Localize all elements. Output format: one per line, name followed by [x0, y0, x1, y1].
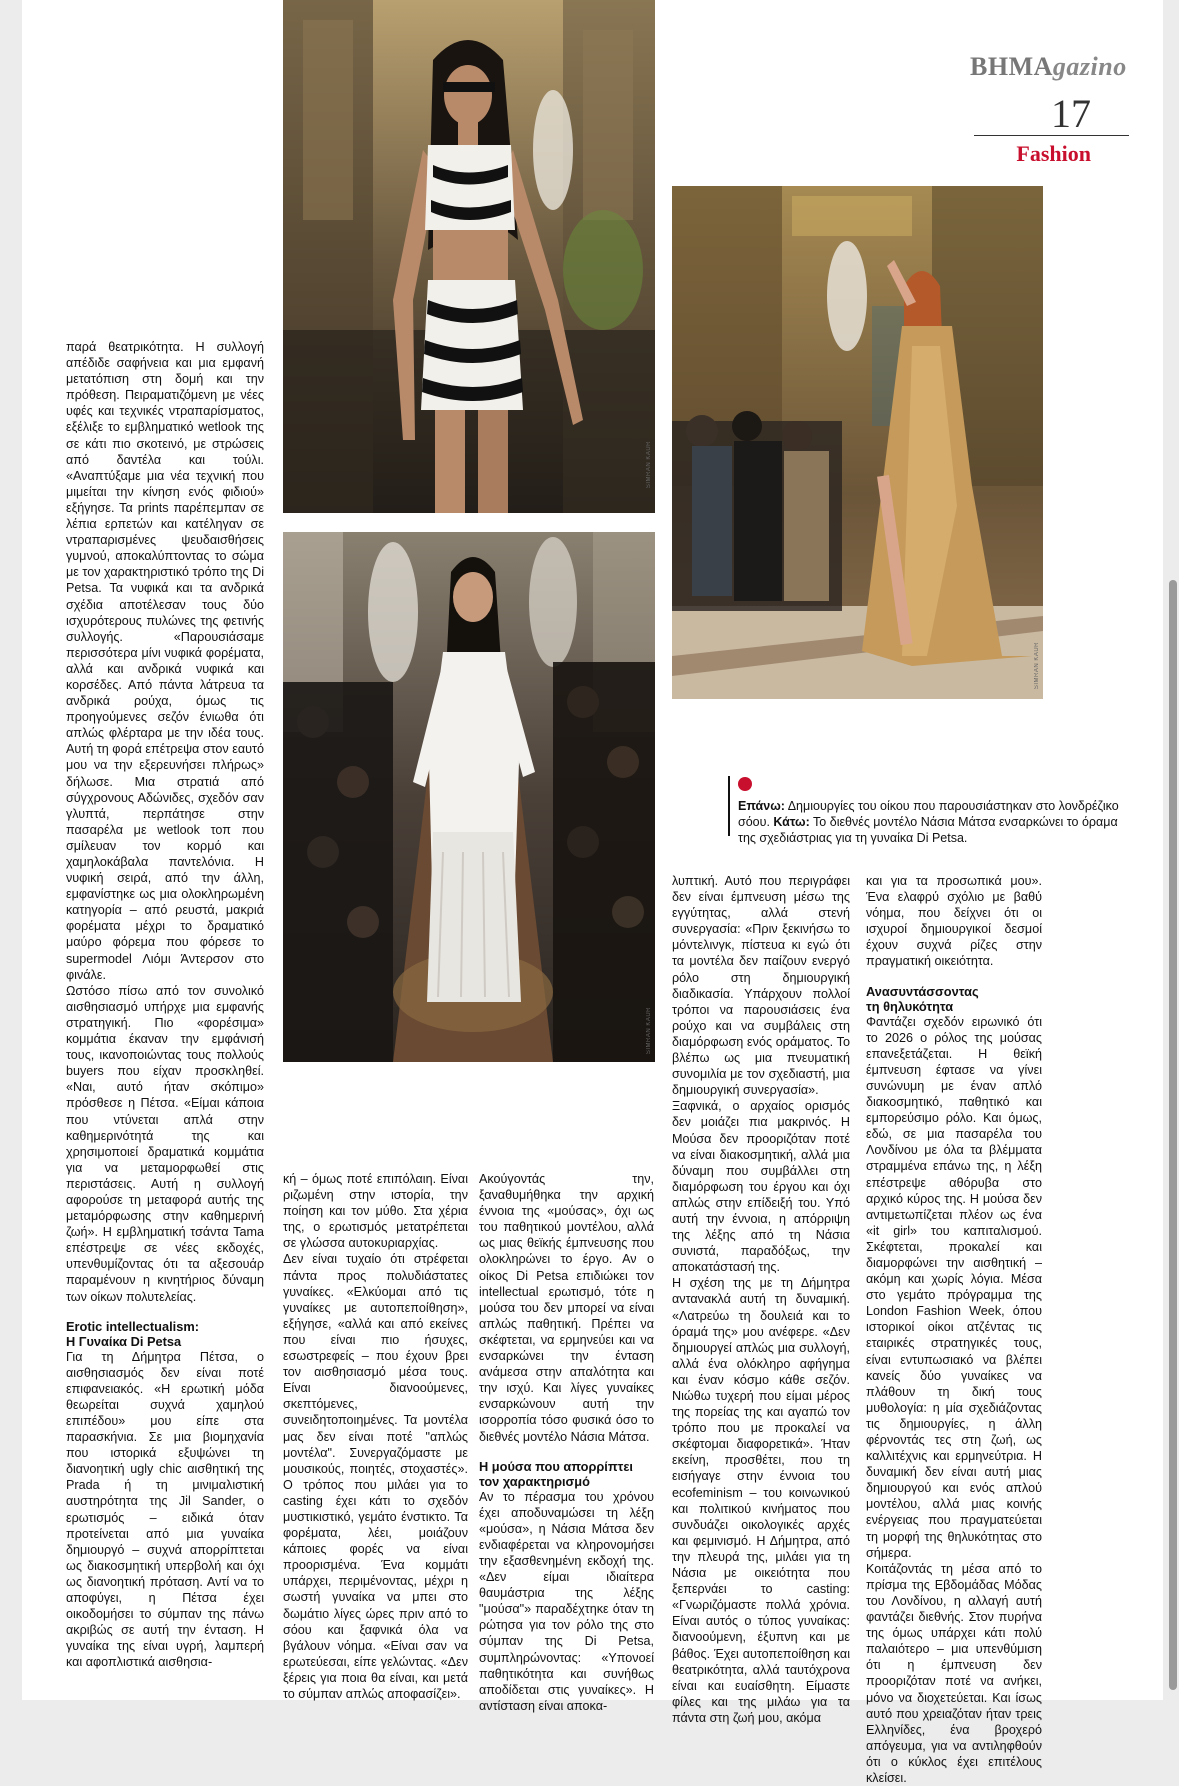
subheading-line: τον χαρακτηρισμό: [479, 1473, 590, 1489]
article-column-2: [283, 1171, 468, 1701]
article-column-4: [672, 873, 850, 1725]
article-paragraph: Η σχέση της με τη Δήμητρα αντανακλά αυτή τη δυναμική. «Λατρεύω τη δουλειά και το όραμά της» μου ανέφερε. «Δεν δημιουργεί απλώς μια συλλογή, αλλά ένα ολόκληρο αφήγημα και έναν κόσμο κάθε σεζόν. Νιώθω τυχερή που είμαι μέρος της πορείας της και αγαπώ τον τρόπο που με προκαλεί να σκέφτομαι διαφορετικά». Ήταν εκείνη, προσθέτει, που τη εισήγαγε στην έννοια του ecofeminism – του κοινωνικού και πολιτικού κινήματος που συνδυάζει οικολογικές αρχές και φεμινισμό. Η Δήμητρα, από την πλευρά της, μιλάει για τη Νάσια με οικειότητα που ξεπερνάει το casting: «Γνωριζόμαστε πολλά χρόνια. Είναι αυτός ο τύπος γυναίκας: διανοούμενη, έξυπνη και με βάθος. Έχει αυτοπεποίθηση και θεατρικότητα, αλλά ταυτόχρονα είναι και ευαίσθητη. Είμαστε φίλες και της μιλάω για τα πάντα στη ζωή μου, ακόμα: [672, 1276, 850, 1725]
subheading: [866, 984, 1042, 1014]
brand-suffix: gazino: [1052, 52, 1127, 81]
runway-photo-white-gown-image: [283, 532, 655, 1062]
magazine-brand-logo: [970, 52, 1127, 82]
caption-lead-top: Επάνω:: [738, 799, 785, 813]
article-paragraph: Ξαφνικά, ο αρχαίος ορισμός δεν μοιάζει πια μακρινός. Η Μούσα δεν προοριζόταν ποτέ να είναι διακοσμητική, αλλά μια δύναμη που συμβάλλει στη διαμόρφωση του έργου και όχι απλώς στην επίδειξή του. Υπό αυτή την έννοια, η απόρριψη της λέξης από τη Νάσια συνιστά, παραδόξως, την αποκατάστασή της.: [672, 1099, 850, 1275]
header-rule: [974, 135, 1129, 136]
caption-text-bottom: Το διεθνές μοντέλο Νάσια Μάτσα ενσαρκώνει το όραμα της σχεδιάστριας για τη γυναίκα Di Petsa.: [738, 815, 1118, 845]
article-column-5: [866, 873, 1042, 1785]
article-column-1: [66, 339, 264, 1670]
article-paragraph: λυπτική. Αυτό που περιγράφει δεν είναι έμπνευση μέσω της εγγύτητας, αλλά στενή συνεργασία: «Πριν ξεκινήσω το μόντελινγκ, πίστευα κι εγώ ότι τα μοντέλα δεν παίζουν ενεργό ρόλο στη δημιουργική διαδικασία. Υπάρχουν πολλοί τρόποι να παρουσιάσεις ένα ρούχο και να συμβάλεις στη διαμόρφωση ενός οράματος. Το βλέπω ως μια πνευματική συνομιλία με τον σχεδιαστή, μια δημιουργική συνεργασία».: [672, 874, 850, 1098]
article-paragraph: Ωστόσο πίσω από τον συνολικό αισθησιασμό υπήρχε μια εμφανής στρατηγική. Πιο «φορέσιμα» κομμάτια έκαναν την εμφάνισή τους, ικανοποιώντας τους πολλούς buyers που είχαν προσκληθεί. «Ναι, αυτό ήταν σκόπιμο» πρόσθεσε η Πέτσα. «Είμαι κάποια που ντύνεται απλά στην καθημερινότητά της και χρησιμοποιεί δραματικά κομμάτια για να μεταμορφωθεί στις περιστάσεις. Αυτή η συλλογή αφορούσε τη μεταφορά αυτής της μεταμόρφωσης στην καθημερινή ζωή». Η εμβληματική τσάντα Tama επέστρεψε σε νέες εκδοχές, υπενθυμίζοντας ότι τα αξεσουάρ παραμένουν η κινητήριος δύναμη των οίκων πολυτελείας.: [66, 983, 264, 1304]
article-paragraph: και για τα προσωπικά μου». Ένα ελαφρύ σχόλιο με βαθύ νόημα, που δείχνει ότι οι ισχυροί δημιουργικοί δεσμοί έχουν συχνά ρίζες στην πραγματική οικειότητα.: [866, 874, 1042, 969]
article-paragraph: Για τη Δήμητρα Πέτσα, ο αισθησιασμός δεν είναι ποτέ επιφανειακός. «Η ερωτική μόδα θεωρείται συχνά χαμηλού επιπέδου» μου είπε στα παρασκήνια. Σε μια βιομηχανία που ιστορικά εξυψώνει τη διανοητική ugly chic αισθητική της Prada ή τη μινιμαλιστική αυστηρότητα της Jil Sander, ο ερωτισμός – ειδικά όταν προτείνεται από μια γυναίκα δημιουργό – συχνά απορρίπτεται ως διακοσμητική υπερβολή και όχι ως διανοητική πρόταση. Αντί να το αποφύγει, η Πέτσα έχει οικοδομήσει το σύμπαν της πάνω ακριβώς σε αυτή την ένταση. Η γυναίκα της είναι υγρή, λαμπερή και αφοπλιστικά αισθησια-: [66, 1349, 264, 1670]
article-paragraph: Δεν είναι τυχαίο ότι στρέφεται πάντα προς πολυδιάστατες γυναίκες. «Ελκύομαι από τις γυναίκες με αυτοπεποίθηση», εξήγησε, «αλλά και από εκείνες που είναι πιο ήσυχες, εσωστρεφείς – που έχουν βρει τον αισθησιασμό μέσα τους. Είναι διανοούμενες, σκεπτόμενες, συνειδητοποιημένες. Τα μοντέλα μας δεν είναι ποτέ "απλώς μοντέλα". Συνεργαζόμαστε με μουσικούς, ποιητές, στοχαστές». Ο τρόπος που μιλάει για το casting έχει κάτι το σχεδόν μυστικιστικό, γεμάτο ένστικτο. Τα φορέματα, λέει, μοιάζουν κάποιες φορές να είναι προορισμένα. Ένα κομμάτι υπάρχει, περιμένοντας, μέχρι η σωστή γυναίκα να μπει στο δωμάτιο λίγες ώρες πριν από το σόου και ξαφνικά όλα να βγάλουν νόημα. «Είναι σαν να ερωτεύεσαι, είπε γελώντας. «Δεν ξέρεις για ποια θα είναι, και μετά το σύμπαν απλώς αποφασίζει».: [283, 1252, 468, 1701]
photo-credit: SIMRAN KAUR: [1034, 641, 1040, 689]
caption-text-top: Δημιουργίες του οίκου που παρουσιάστηκαν στο λονδρέζικο σόου.: [738, 799, 1119, 829]
subheading-line: Η Γυναίκα Di Petsa: [66, 1333, 182, 1349]
photo-caption: [738, 798, 1138, 846]
caption-lead-bottom: Κάτω:: [773, 815, 810, 829]
article-paragraph: Ακούγοντάς την, ξαναθυμήθηκα την αρχική έννοια της «μούσας», όχι ως του παθητικού μοντέλου, αλλά ως μιας θεϊκής έμπνευσης που ολοκληρώνει το έργο. Αν ο οίκος Di Petsa επιδιώκει τον intellectual ερωτισμό, τότε η μούσα του δεν μπορεί να είναι απλώς παθητική. Πρέπει να σκέφτεται, να ερμηνεύει και να ενσαρκώνει την ένταση ανάμεσα στην απαλότητα και την ισχύ. Και λίγες γυναίκες ενσαρκώνουν αυτή την ισορροπία τόσο φυσικά όσο το διεθνές μοντέλο Νάσια Μάτσα.: [479, 1172, 654, 1444]
caption-rule: [728, 776, 730, 836]
subheading: [66, 1319, 264, 1349]
magazine-page: [22, 0, 1163, 1785]
article-column-3: [479, 1171, 654, 1713]
subheading-line: Ανασυντάσσοντας: [866, 983, 979, 999]
photo-credit: SIMRAN KAUR: [646, 440, 652, 488]
runway-photo-zebra-image: [283, 0, 655, 513]
article-paragraph: κή – όμως ποτέ επιπόλαιη. Είναι ριζωμένη στην ιστορία, την ποίηση και τον μύθο. Στα χέρια της, ο ερωτισμός μετατρέπεται σε γλώσσα αυτοκυριαρχίας.: [283, 1172, 468, 1251]
article-paragraph: Αν το πέρασμα του χρόνου έχει αποδυναμώσει τη λέξη «μούσα», η Νάσια Μάτσα δεν ενδιαφέρεται να κληρονομήσει την εξασθενημένη εκδοχή της. «Δεν είμαι ιδιαίτερα θαυμάστρια της λέξης "μούσα"» παραδέχτηκε όταν τη ρώτησα για τον ρόλο της στο σύμπαν της Di Petsa, συμπληρώνοντας: «Υπονοεί παθητικότητα και συνήθως αποδίδεται στις γυναίκες». Η αντίσταση είναι αποκα-: [479, 1489, 654, 1713]
runway-photo-zebra: [283, 0, 655, 513]
runway-photo-white-gown: [283, 532, 655, 1062]
runway-photo-gold-gown: [672, 186, 1043, 699]
brand-prefix: BHMA: [970, 52, 1053, 81]
subheading-line: Erotic intellectualism:: [66, 1318, 199, 1334]
subheading-line: Η μούσα που απορρίπτει: [479, 1458, 633, 1474]
article-paragraph: παρά θεατρικότητα. Η συλλογή απέδιδε σαφήνεια και μια εμφανή μετατόπιση στη δομή και την πρόθεση. Πειραματιζόμενη με νέες υφές και τεχνικές ντραπαρίσματος, εξέλιξε το εμβληματικό wetlook της σε κάτι πιο σκοτεινό, με στρώσεις από δαντέλα και τούλι. «Αναπτύξαμε μια νέα τεχνική που μιμείται την κίνηση ενός φιδιού» εξήγησε. Τα prints παρέπεμπαν σε λέπια ερπετών και κατέληγαν σε ντραπαρισμένες ψευδαισθήσεις γυμνού, αποκαλύπτοντας το σώμα με τον χαρακτηριστικό τρόπο της Di Petsa. Τα νυφικά και τα ανδρικά σχέδια αποτέλεσαν τους δύο ισχυρότερους πυλώνες της φετινής συλλογής. «Παρουσιάσαμε περισσότερα μίνι νυφικά φορέματα, αλλά και ανδρικά νυφικά και κορσέδες. Από πάντα λάτρευα τα ανδρικά ρούχα, όμως τις προηγούμενες σεζόν ένιωθα ότι απλώς φλέρταρα με την ιδέα τους. Αυτή τη φορά επέτρεψα στον εαυτό μου να την εξερευνήσει πλήρως» δήλωσε. Μια στρατιά από σύγχρονους Αδώνιδες, σχεδόν σαν γλυπτά, περπάτησε στην πασαρέλα με wetlook τοπ που σμίλευαν τον κορμό και χαμηλοκάβαλα παντελόνια. Η νυφική σειρά, από την άλλη, εμφανίστηκε ως μια ολοκληρωμένη κατηγορία – από ρευστά, μακριά φορέματα μέχρι το δραματικό μαύρο φόρεμα που φόρεσε το supermodel Λιόμι Άντερσον στο φινάλε.: [66, 340, 264, 982]
runway-photo-gold-gown-image: [672, 186, 1043, 699]
caption-bullet: [738, 777, 752, 791]
page-number: 17: [1051, 91, 1091, 136]
photo-credit: SIMRAN KAUR: [646, 1006, 652, 1054]
subheading-line: τη θηλυκότητα: [866, 998, 954, 1014]
subheading: [479, 1459, 654, 1489]
page-scrollbar[interactable]: [1169, 580, 1177, 1690]
article-paragraph: Φαντάζει σχεδόν ειρωνικό ότι το 2026 ο ρόλος της μούσας επανεξετάζεται. Η θεϊκή έμπνευση έφτασε να γίνει συνώνυμη με έναν απλό διακοσμητικό, παθητικό και εμπορεύσιμο ρόλο. Και όμως, εδώ, σε μια πασαρέλα του Λονδίνου με όλα τα βλέμματα στραμμένα επάνω της, η λέξη επέστρεψε αθόρυβα στο αρχικό κύρος της. Η μούσα δεν αντιμετωπίζεται πλέον ως ένα «it girl» του καπιταλισμού. Σκέφτεται, προκαλεί και διαμορφώνει την αισθητική – ακόμη και χωρίς λόγια. Μέσα στο γεμάτο πρόγραμμα της London Fashion Week, όπου ιστορικοί οίκοι ατζέντας τις εταιρικές στρατηγικές τους, είναι εντυπωσιακό να βλέπει κανείς δύο γυναίκες να πλάθουν τη δική τους μυθολογία: η μία σχεδιάζοντας τις δημιουργίες, η άλλη φέρνοντάς τες στη ζωή, ως καλλιτέχνις και ερμηνεύτρια. Η δυναμική δεν είναι αυτή μιας δημιουργού και ενός απλού μοντέλου, αλλά μιας κοινής ενέργειας που πραγματεύεται τη μορφή της θηλυκότητας στο σήμερα.: [866, 1014, 1042, 1560]
article-paragraph: Κοιτάζοντάς τη μέσα από το πρίσμα της Εβδομάδας Μόδας του Λονδίνου, η αλλαγή αυτή φαντάζει διεθνής. Στον πυρήνα της όμως υπάρχει κάτι πολύ παλαιότερο – μια υπενθύμιση ότι η έμπνευση δεν προοριζόταν ποτέ να ανήκει, μόνο να διοχετεύεται. Και ίσως αυτό που χρειαζόταν ήταν τρεις Ελληνίδες, ένα βροχερό απόγευμα, για να αντιληφθούν ότι ο κύκλος έχει επιτέλους κλείσει.: [866, 1561, 1042, 1785]
section-title: Fashion: [1016, 141, 1091, 166]
